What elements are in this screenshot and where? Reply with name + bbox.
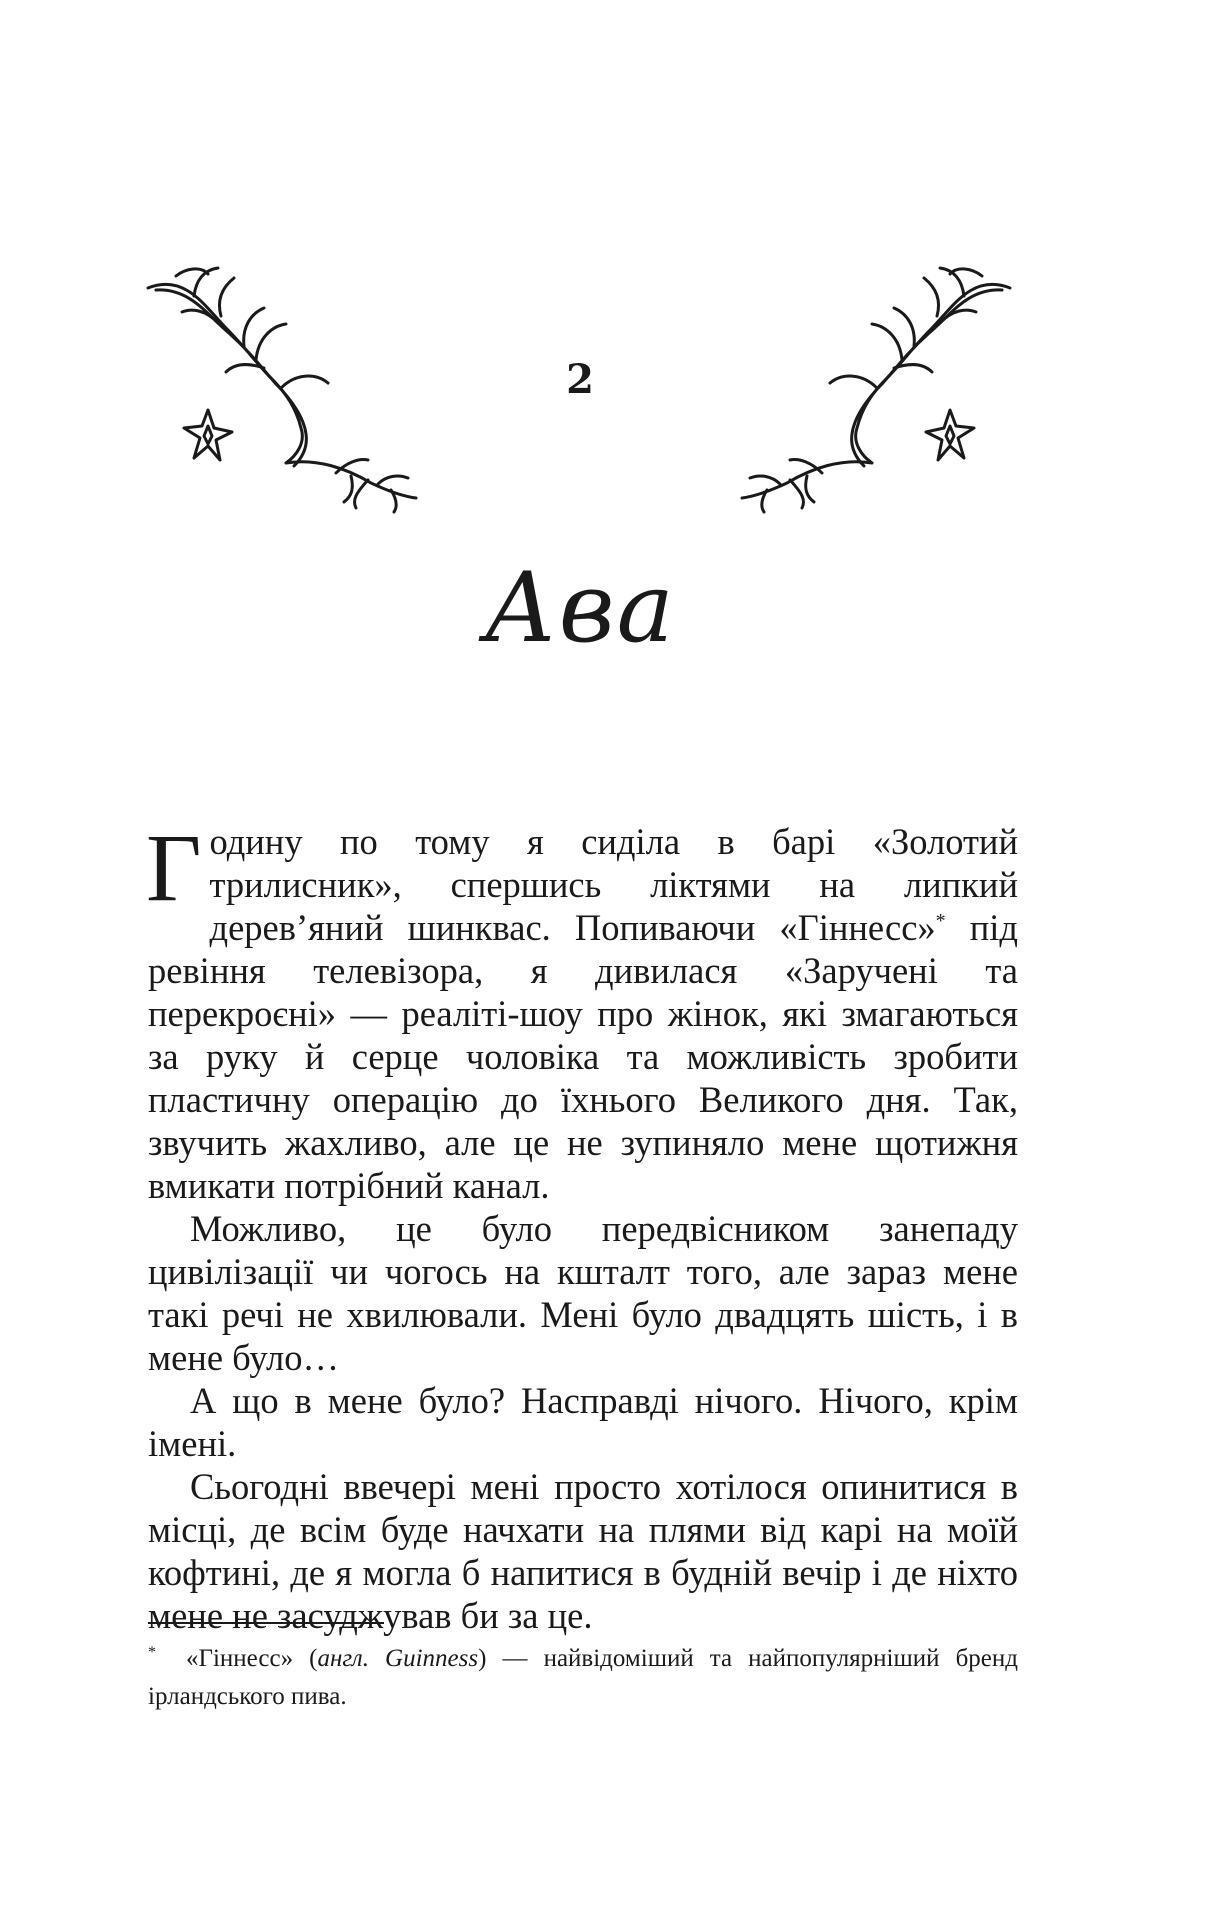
paragraph [146,814,1019,1207]
paragraph-text: одину по тому я сиділа в барі «Золотий трилисник», спершись ліктями на липкий дерев’яний шинквас. Попиваючи «Гіннесс» [209,821,1018,948]
paragraph: Сьогодні ввечері мені просто хотілося опинитися в місці, де всім буде начхати на плями від карі на моїй кофтині, де я могла б напитися в будній вечір і де ніхто мене не засуджував би за це. [148,1466,1018,1636]
footnote: * «Гіннесс» (англ. Guinness) — найвідоміший та найпопулярніший бренд ірландського пива. [148,1643,1018,1710]
footnote-divider [148,1622,384,1624]
chapter-title: Ава [484,552,676,664]
paragraph: А що в мене було? Насправді нічого. Нічого, крім імені. [148,1380,1018,1464]
footnote-term: «Гіннесс» ( [186,1645,318,1672]
chapter-number: 2 [566,356,594,403]
drop-cap: Г [146,814,202,921]
footnote-reference[interactable]: * [935,909,946,932]
paragraph-text: під ревіння телевізора, я дивилася «Заручені та перекроєні» — реаліті-шоу про жінок, які змагаються за руку й серце чоловіка та можливість зробити пластичну операцію до їхнього Великого дня. Так, звучить жахливо, але це не зупиняло мене щотижня вмикати потрібний канал. [148,907,1019,1206]
footnote-description: ) — найвідоміший та найпопулярніший бренд ірландського пива. [148,1645,1018,1710]
chapter-body [146,814,1019,1637]
paragraph: Можливо, це було передвісником занепаду цивілізації чи чогось на кшталт того, але зараз мене такі речі не хвилювали. Мені було двадцять шість, і в мене було… [148,1208,1018,1378]
footnote-language: англ. Guinness [317,1645,479,1672]
